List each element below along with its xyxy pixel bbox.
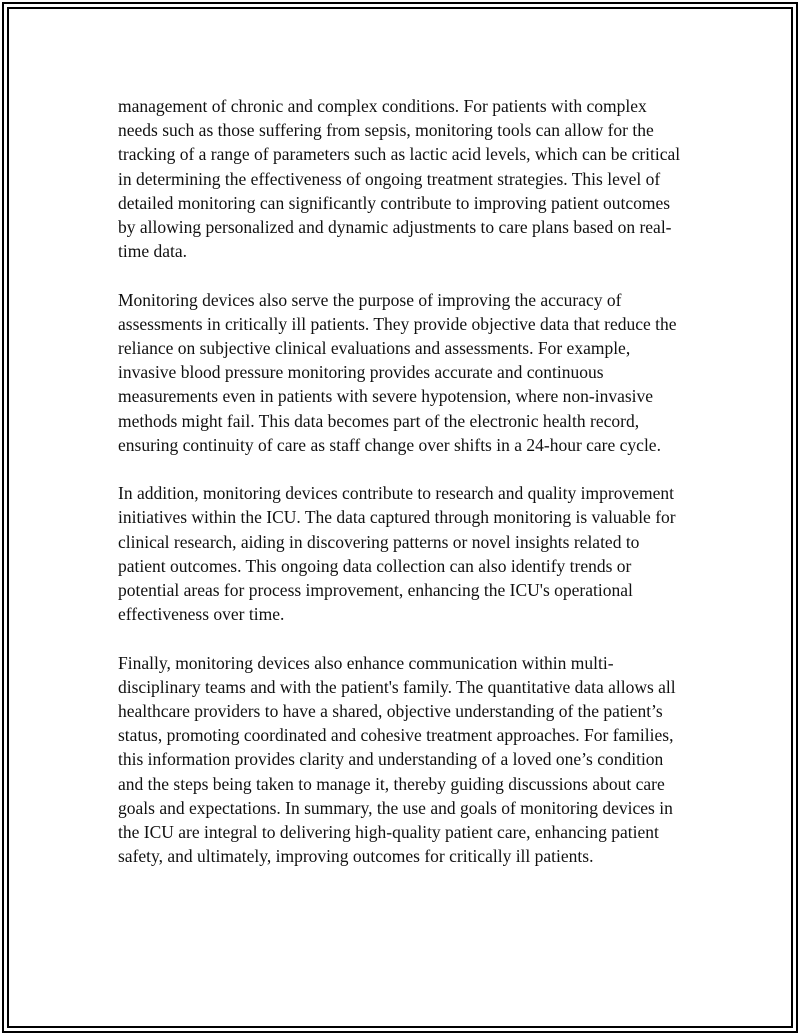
paragraph-research-quality: In addition, monitoring devices contribute to research and quality improvement initiatives within the ICU. The data captured through monitoring is valuable for clinical research, aiding in discovering patterns or novel insights related to patient outcomes. This ongoing data collection can also identify trends or potential areas for process improvement, enhancing the ICU's operational effectiveness over time. bbox=[118, 483, 676, 625]
paragraph-chronic-conditions: management of chronic and complex conditions. For patients with complex needs such as those suffering from sepsis, monitoring tools can allow for the tracking of a range of parameters such as lactic acid levels, which can be critical in determining the effectiveness of ongoing treatment strategies. This level of detailed monitoring can significantly contribute to improving patient outcomes by allowing personalized and dynamic adjustments to care plans based on real-time data. bbox=[118, 96, 681, 262]
paragraph-communication-summary: Finally, monitoring devices also enhance communication within multi-disciplinary teams and with the patient's family. The quantitative data allows all healthcare providers to have a shared, objective understanding of the patient’s status, promoting coordinated and cohesive treatment approaches. For families, this information provides clarity and understanding of a loved one’s condition and the steps being taken to manage it, thereby guiding discussions about care goals and expectations. In summary, the use and goals of monitoring devices in the ICU are integral to delivering high-quality patient care, enhancing patient safety, and ultimately, improving outcomes for critically ill patients. bbox=[118, 652, 676, 867]
paragraph-assessment-accuracy: Monitoring devices also serve the purpose of improving the accuracy of assessments in critically ill patients. They provide objective data that reduce the reliance on subjective clinical evaluations and assessments. For example, invasive blood pressure monitoring provides accurate and continuous measurements even in patients with severe hypotension, where non-invasive methods might fail. This data becomes part of the electronic health record, ensuring continuity of care as staff change over shifts in a 24-hour care cycle. bbox=[118, 289, 677, 455]
document-body bbox=[118, 94, 690, 868]
